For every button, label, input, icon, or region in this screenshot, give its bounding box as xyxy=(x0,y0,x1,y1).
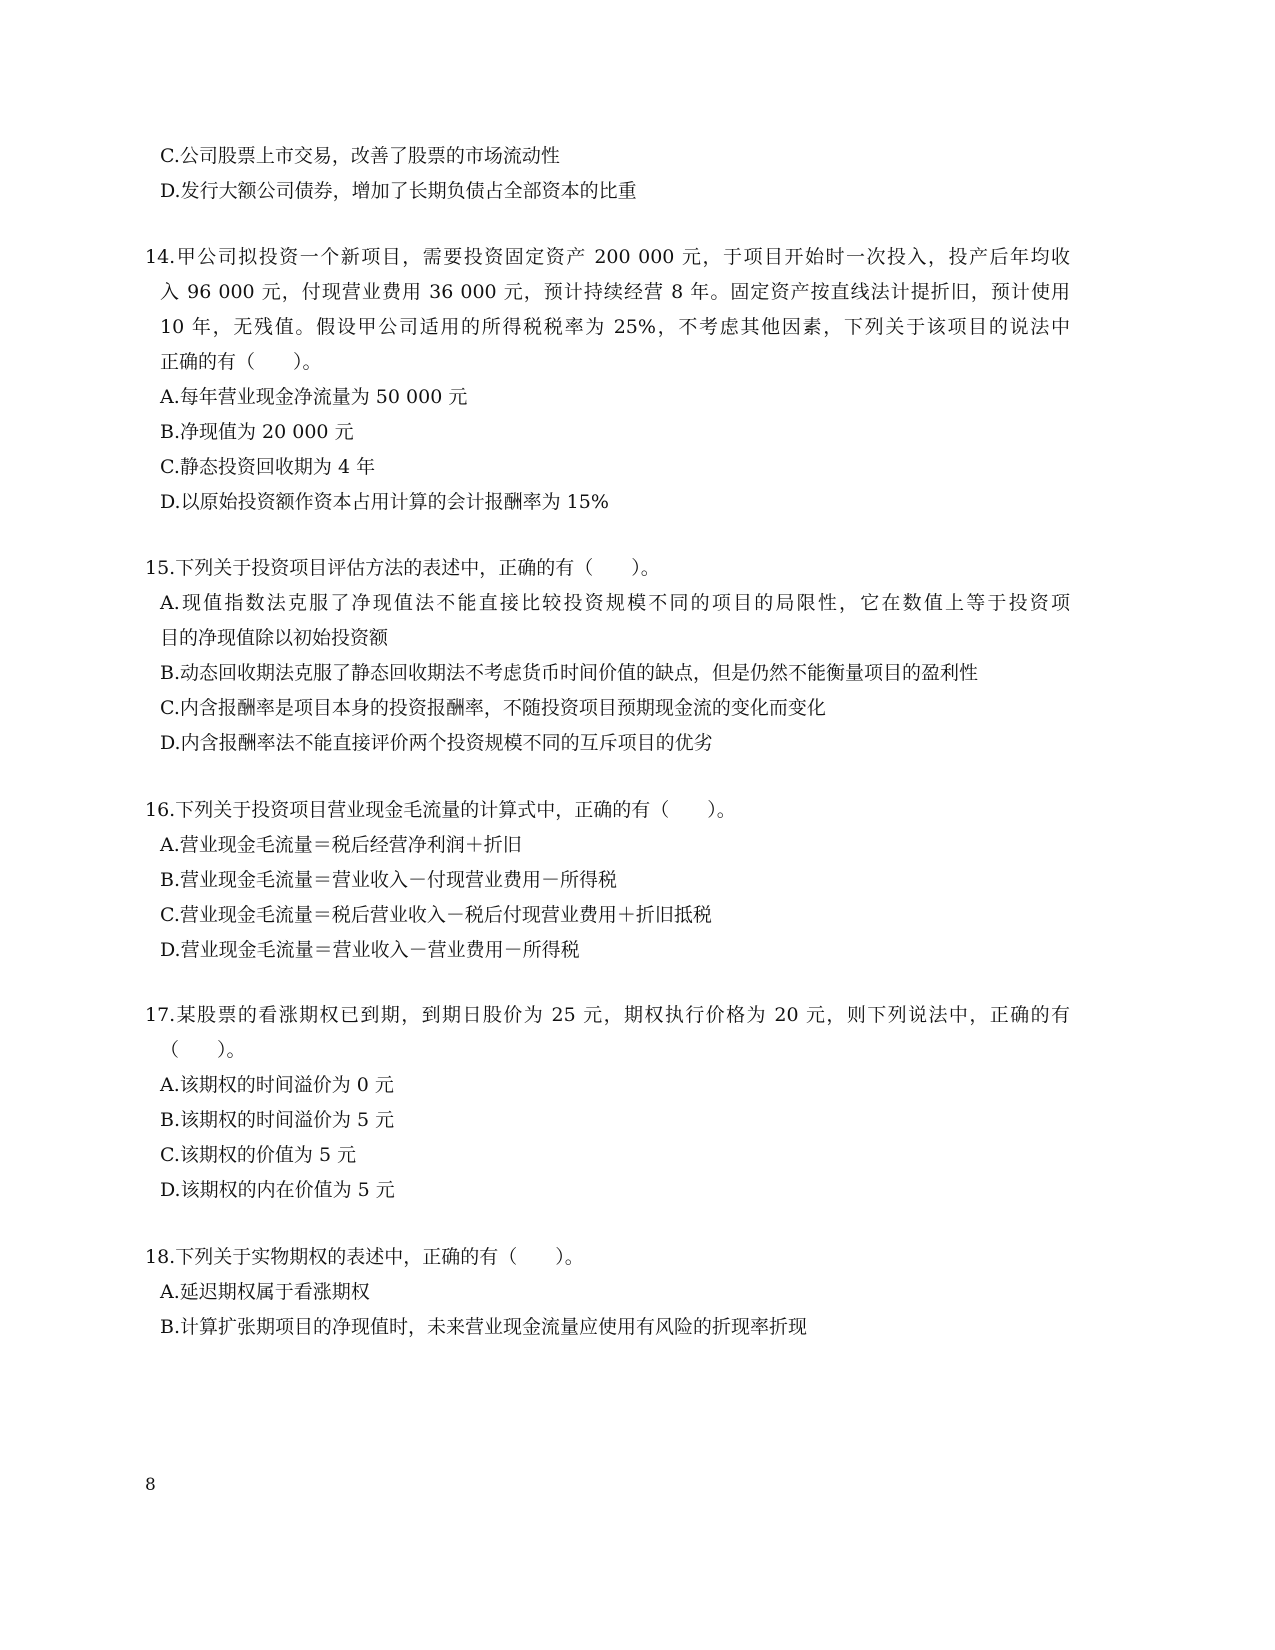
option-a: A.该期权的时间溢价为 0 元 xyxy=(160,1074,394,1096)
option-a: A.每年营业现金净流量为 50 000 元 xyxy=(160,386,468,408)
option-d: D.该期权的内在价值为 5 元 xyxy=(160,1179,395,1201)
option-a-continued: 目的净现值除以初始投资额 xyxy=(160,627,389,649)
question-stem: 14.甲公司拟投资一个新项目，需要投资固定资产 200 000 元，于项目开始时一次投入，投产后年均收 xyxy=(145,246,1070,268)
option-a: A.营业现金毛流量＝税后经营净利润＋折旧 xyxy=(160,834,522,856)
option-d: D.以原始投资额作资本占用计算的会计报酬率为 15% xyxy=(160,491,609,513)
option-b: B.营业现金毛流量＝营业收入－付现营业费用－所得税 xyxy=(160,869,618,891)
option-a: A.延迟期权属于看涨期权 xyxy=(160,1281,370,1303)
option-c: C.营业现金毛流量＝税后营业收入－税后付现营业费用＋折旧抵税 xyxy=(160,904,712,926)
question-stem: 18.下列关于实物期权的表述中，正确的有（ ）。 xyxy=(145,1246,584,1268)
question-stem: 17.某股票的看涨期权已到期，到期日股价为 25 元，期权执行价格为 20 元，则下列说法中，正确的有 xyxy=(145,1004,1070,1026)
question-13-options xyxy=(145,139,1070,209)
question-18 xyxy=(145,1240,1070,1345)
question-stem: 10 年，无残值。假设甲公司适用的所得税税率为 25%，不考虑其他因素，下列关于该项目的说法中 xyxy=(160,316,1070,338)
page-number: 8 xyxy=(145,1475,156,1495)
question-17 xyxy=(145,998,1070,1208)
question-stem: 入 96 000 元，付现营业费用 36 000 元，预计持续经营 8 年。固定资产按直线法计提折旧，预计使用 xyxy=(160,281,1070,303)
question-16 xyxy=(145,793,1070,968)
question-14 xyxy=(145,240,1070,520)
option-b: B.净现值为 20 000 元 xyxy=(160,421,354,443)
option-c: C.静态投资回收期为 4 年 xyxy=(160,456,376,478)
option-d: D.发行大额公司债券，增加了长期负债占全部资本的比重 xyxy=(160,180,637,202)
option-b: B.动态回收期法克服了静态回收期法不考虑货币时间价值的缺点，但是仍然不能衡量项目的盈利性 xyxy=(160,662,979,684)
option-b: B.计算扩张期项目的净现值时，未来营业现金流量应使用有风险的折现率折现 xyxy=(160,1316,808,1338)
option-c: C.内含报酬率是项目本身的投资报酬率，不随投资项目预期现金流的变化而变化 xyxy=(160,697,826,719)
question-stem: 15.下列关于投资项目评估方法的表述中，正确的有（ ）。 xyxy=(145,557,660,579)
option-c: C.该期权的价值为 5 元 xyxy=(160,1144,357,1166)
question-15 xyxy=(145,551,1070,761)
option-c: C.公司股票上市交易，改善了股票的市场流动性 xyxy=(160,145,560,167)
option-d: D.营业现金毛流量＝营业收入－营业费用－所得税 xyxy=(160,939,580,961)
question-stem: （ ）。 xyxy=(160,1039,246,1061)
option-d: D.内含报酬率法不能直接评价两个投资规模不同的互斥项目的优劣 xyxy=(160,732,713,754)
question-stem: 16.下列关于投资项目营业现金毛流量的计算式中，正确的有（ ）。 xyxy=(145,799,736,821)
question-stem: 正确的有（ ）。 xyxy=(160,351,322,373)
option-a: A.现值指数法克服了净现值法不能直接比较投资规模不同的项目的局限性，它在数值上等于投资项 xyxy=(160,592,1070,614)
option-b: B.该期权的时间溢价为 5 元 xyxy=(160,1109,395,1131)
